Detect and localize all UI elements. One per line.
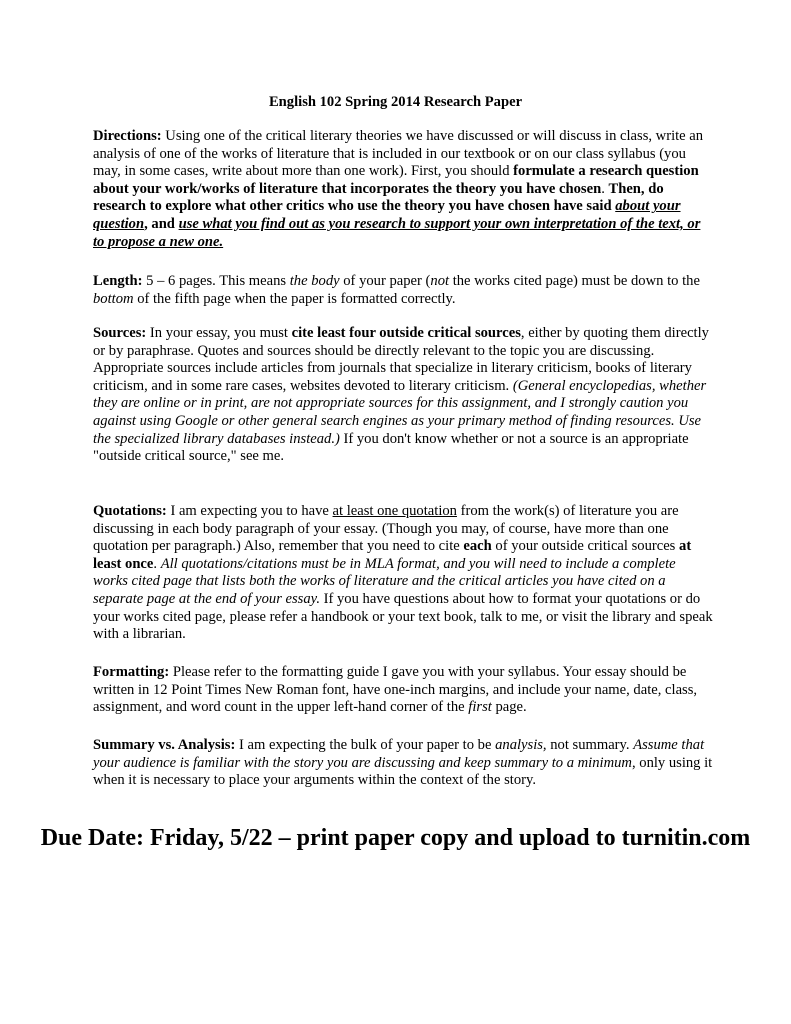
- directions-bold-text: Then, do research to explore what other critics who use the theory you have chosen have said: [93, 180, 664, 215]
- sources-text: If you don't know whether or not a source is an appropriate "outside critical source," see me.: [93, 430, 689, 465]
- length-italic-text: not: [430, 273, 450, 289]
- quotations-label: Quotations:: [93, 503, 167, 519]
- directions-paragraph: [93, 128, 713, 251]
- quotations-paragraph: [93, 503, 713, 644]
- summary-italic-text: Assume that your audience is familiar with the story you are discussing and keep summary to a minimum: [93, 737, 705, 771]
- quotations-underlined-text: at least one quotation: [332, 503, 457, 519]
- formatting-text: Please refer to the formatting guide I gave you with your syllabus. Your essay should be written in 12 Point Times New Roman font, have one-inch margins, and include your name, date, class, assignment, and word count in the upper left-hand corner of the: [93, 664, 698, 716]
- sources-italic-text: (General encyclopedias, whether they are online or in print, are not appropriate sources for this assignment, and I strongly caution you against using Google or other general search engines as your primary method of finding resources. Use the specialized library databases instead.): [93, 377, 707, 447]
- quotations-text: I am expecting you to have: [166, 503, 333, 519]
- formatting-italic-text: first: [468, 699, 492, 716]
- formatting-text: page.: [491, 699, 527, 716]
- directions-text: .: [601, 180, 609, 197]
- length-text: of the fifth page when the paper is formatted correctly.: [133, 290, 456, 307]
- formatting-label: Formatting:: [93, 664, 170, 680]
- document-title: English 102 Spring 2014 Research Paper: [268, 94, 523, 110]
- quotations-text: .: [153, 555, 161, 572]
- quotations-italic-text: All quotations/citations must be in MLA format, and you will need to include a complete works cited page that lists both the works of literature and the critical articles you have cited on a separate page at the end of your essay.: [93, 555, 676, 607]
- summary-text: , only using it when it is necessary to place your arguments within the context of the story.: [93, 754, 713, 789]
- quotations-text: from the work(s) of literature you are discussing in each body paragraph of your essay. (Though you may, of course, have more than one quotation per paragraph.) Also, remember that you need to cite: [93, 503, 679, 555]
- sources-bold-text: cite least four outside critical sources: [291, 325, 521, 341]
- summary-paragraph: [93, 737, 713, 790]
- length-text: 5 – 6 pages. This means: [142, 273, 290, 289]
- quotations-text: of your outside critical sources: [491, 538, 680, 555]
- sources-text: In your essay, you must: [146, 325, 292, 341]
- length-text: of your paper (: [339, 273, 431, 289]
- length-italic-text: the body: [289, 273, 340, 289]
- summary-text: not summary.: [546, 737, 634, 753]
- summary-text: I am expecting the bulk of your paper to be: [235, 737, 496, 753]
- sources-text: , either by quoting them directly or by paraphrase. Quotes and sources should be directly relevant to the topic you are discussing. Appropriate sources include articles from journals that specialize in literary criticism, books of literary criticism, and in some rare cases, websites devoted to literary criticism.: [93, 325, 709, 394]
- length-italic-text: bottom: [93, 290, 134, 307]
- length-text: the works cited page) must be down to the: [449, 273, 700, 289]
- sources-paragraph: [93, 325, 713, 466]
- directions-emphasis-text: use what you find out as you research to support your own interpretation of the text, or to propose a new one.: [93, 215, 701, 250]
- directions-text: Using one of the critical literary theories we have discussed or will discuss in class, write an analysis of one of the works of literature that is included in our textbook or on our class syllabus (you may, in some cases, write about more than one work). First, you should: [93, 128, 704, 180]
- directions-bold-text: , and: [144, 215, 179, 232]
- directions-bold-italic-text: about your question: [93, 198, 681, 232]
- due-date-heading: Due Date: Friday, 5/22 – print paper copy and upload to turnitin.com: [40, 825, 751, 851]
- length-paragraph: [93, 273, 713, 308]
- summary-italic-text: analysis,: [495, 737, 547, 753]
- directions-bold-text: formulate a research question about your work/works of literature that incorporates the theory you have chosen: [93, 163, 699, 197]
- quotations-text: If you have questions about how to format your quotations or do your works cited page, please refer a handbook or your text book, talk to me, or visit the library and speak with a librarian.: [93, 590, 713, 643]
- directions-label: Directions:: [93, 128, 162, 144]
- quotations-bold-text: each: [463, 538, 492, 555]
- formatting-paragraph: [93, 664, 713, 717]
- quotations-bold-text: at least once: [93, 538, 692, 572]
- sources-label: Sources:: [93, 325, 147, 341]
- length-label: Length:: [93, 273, 143, 289]
- summary-label: Summary vs. Analysis:: [93, 737, 236, 753]
